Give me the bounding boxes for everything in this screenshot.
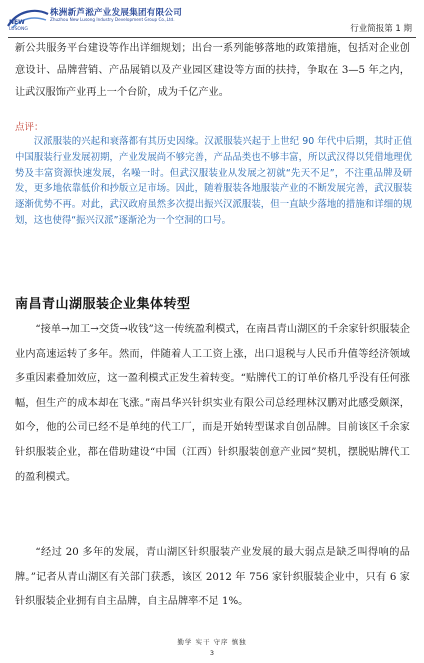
svg-text:LUSONG: LUSONG (9, 27, 28, 32)
company-name-en: Zhuzhou New Lusong Industry Development Group Co.,Ltd. (50, 17, 175, 22)
issue-label: 行业简报第 1 期 (350, 24, 412, 34)
comment-label: 点评： (15, 122, 44, 133)
company-logo (6, 6, 50, 32)
company-name: 株洲新芦淞产业发展集团有限公司 (50, 8, 183, 18)
paragraph-intro: 新公共服务平台建设等作出详细规划；出台一系列能够落地的政策措施，包括对企业创意设计、品牌营销、产品展销以及产业园区建设等方面的扶持，争取在 3—5 年之内，让武汉服饰产业再上一个台阶，成为千亿产业。 (15, 43, 410, 98)
page-header (0, 0, 424, 42)
page-number: 3 (209, 649, 215, 657)
section-title: 南昌青山湖服装企业集体转型 (15, 297, 191, 312)
paragraph-transition: “接单→加工→交货→收钱”这一传统盈利模式，在南昌青山湖区的千余家针织服装企业内高速运转了多年。然而，伴随着人工工资上涨，出口退税与人民币升值等经济领域多重因素叠加效应，这一盈利模式正发生着转变。“贴牌代工的订单价格几乎没有任何涨幅，但生产的成本却在飞涨。”南昌华兴针织实业有限公司总经理林汉鹏对此感受颇深，如今，他的公司已经不是单纯的代工厂，而是开始转型谋求自创品牌。目前该区千余家针织服装企业，都在借助建设“中国（江西）针织服装创意产业园”契机，摆脱贴牌代工的盈利模式。 (15, 324, 410, 483)
footer-motto: 勤学 实干 守序 慎独 (177, 638, 247, 646)
svg-text:NEW: NEW (9, 19, 25, 26)
paragraph-brand: “经过 20 多年的发展，青山湖区针织服装产业发展的最大弱点是缺乏叫得响的品牌。”记者从青山湖区有关部门获悉，该区 2012 年 756 家针织服装企业中，只有 6 家针织服装企业拥有自主品牌，自主品牌率不足 1%。 (15, 547, 410, 608)
comment-text: 汉派服装的兴起和衰落都有其历史因缘。汉派服装兴起于上世纪 90 年代中后期，其时正值中国服装行业发展初期，产业发展尚不够完善，产品品类也不够丰富，所以武汉得以凭借地理优势及丰富资源快速发展，名噪一时。但武汉服装业从发展之初就“先天不足”，不注重品牌及研发，更多地依靠低价和抄版立足市场。因此，随着服装各地服装产业的不断发展完善，武汉服装逐渐优势不再。对此，武汉政府虽然多次提出振兴汉派服装，但一直缺少落地的措施和详细的规划，这也使得“振兴汉派”逐渐沦为一个空洞的口号。 (15, 136, 412, 226)
